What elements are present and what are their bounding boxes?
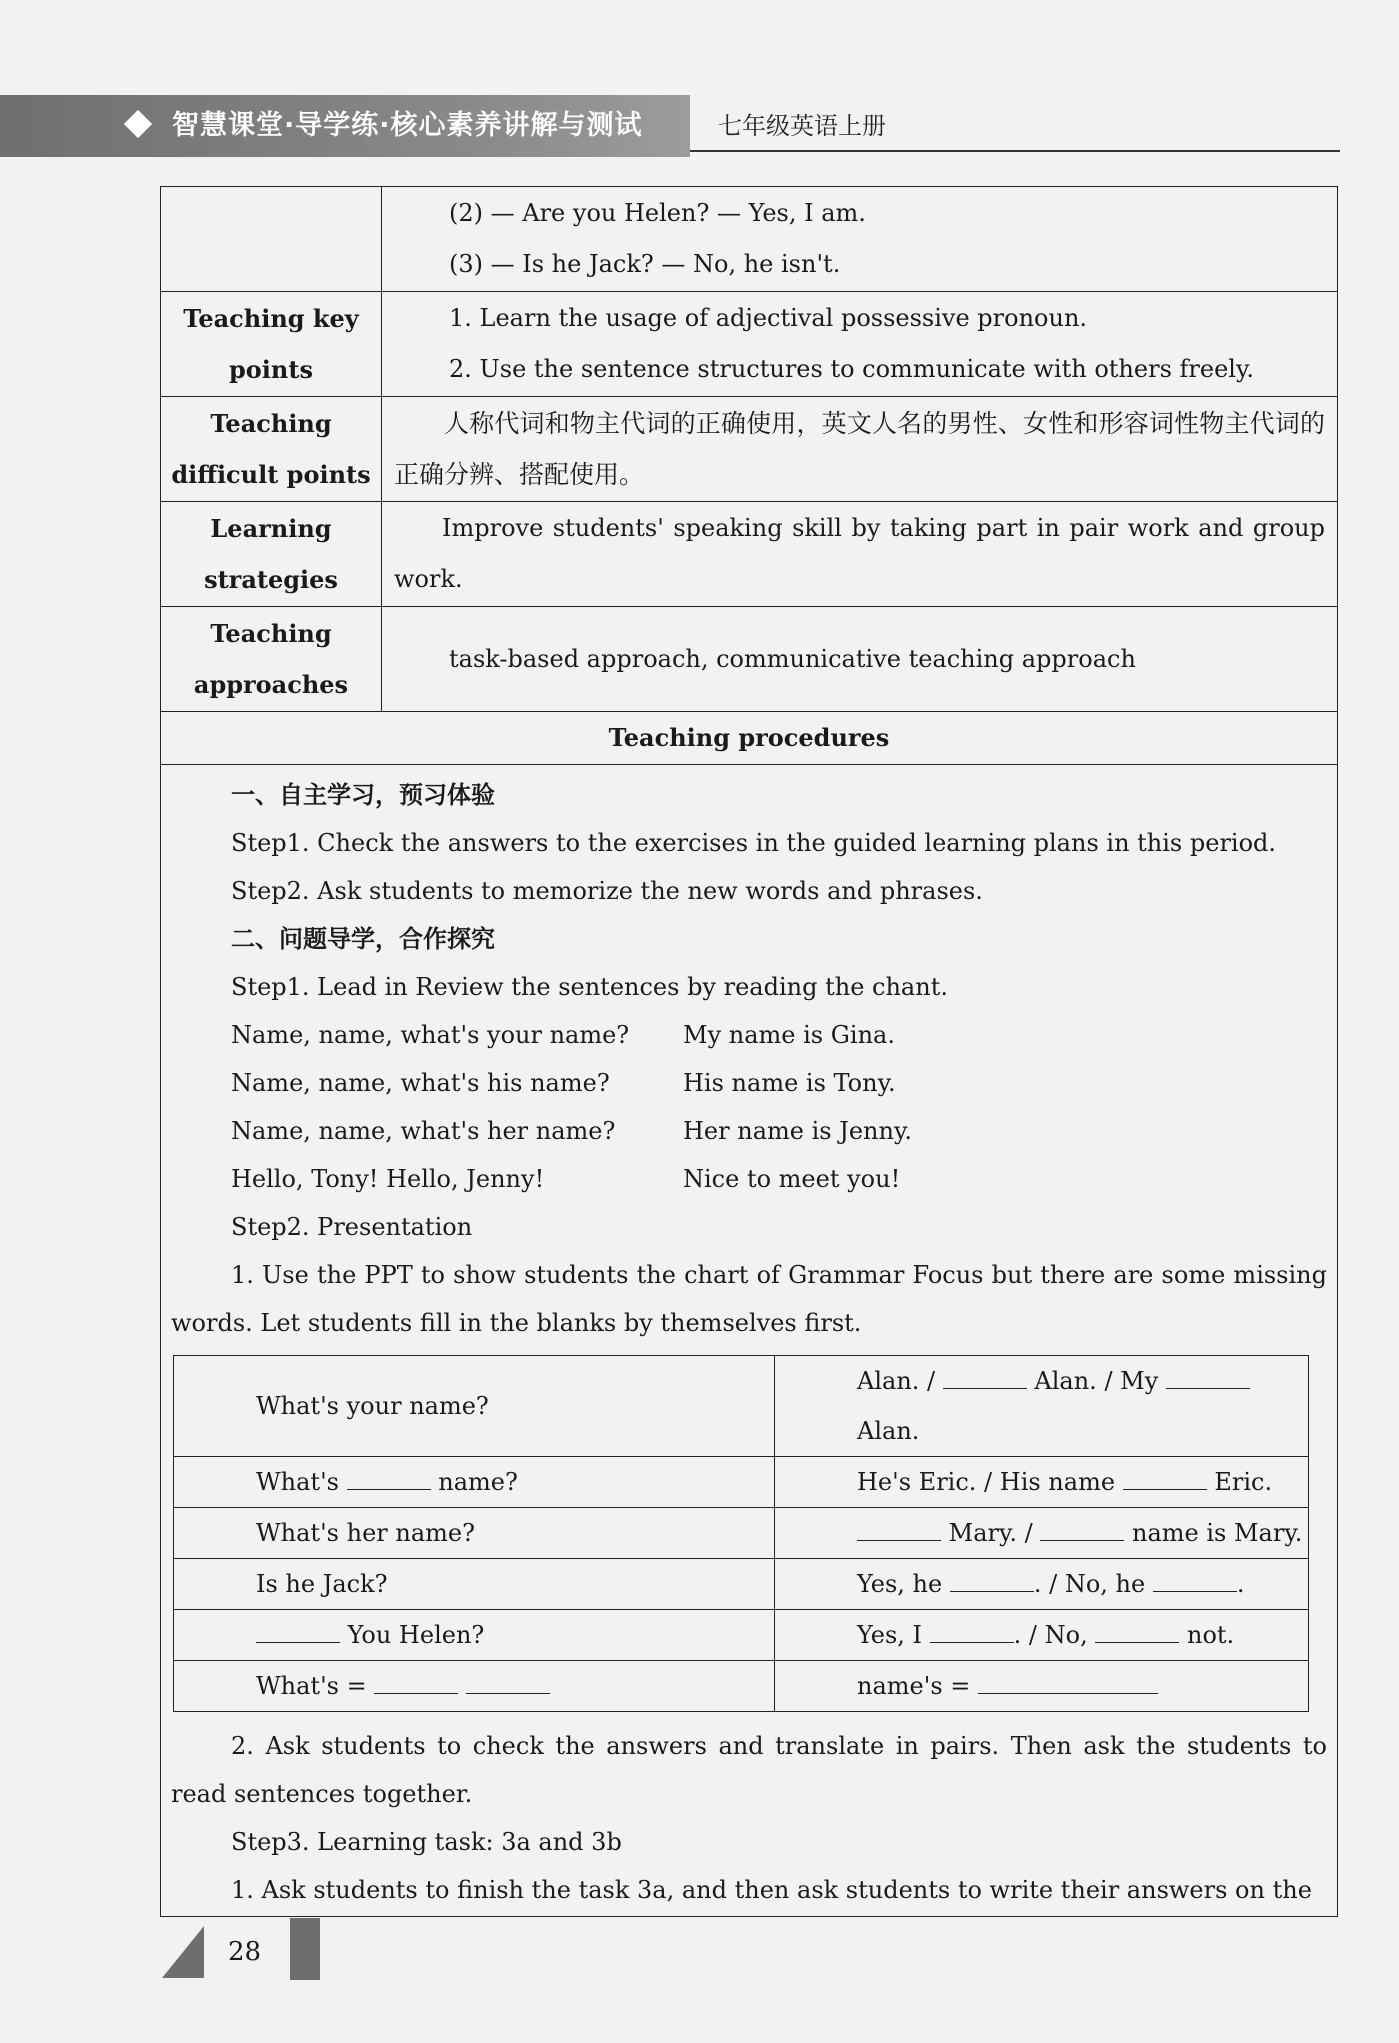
footer-bar bbox=[290, 1918, 320, 1980]
lesson-plan-table bbox=[160, 186, 1338, 1917]
blank-field[interactable] bbox=[1123, 1467, 1207, 1490]
answer-text: not. bbox=[1187, 1621, 1235, 1649]
header-rule bbox=[690, 150, 1340, 152]
grammar-answer bbox=[775, 1661, 1309, 1712]
chant-answer: Nice to meet you! bbox=[683, 1165, 901, 1193]
chant-question: Name, name, what's your name? bbox=[231, 1021, 630, 1049]
paragraph: 1. Use the PPT to show students the chart of Grammar Focus but there are some missing words. Let students fill in the blanks by themselves first. bbox=[171, 1261, 1327, 1337]
grammar-row bbox=[174, 1661, 1309, 1712]
difficult-points-row bbox=[161, 397, 1338, 502]
answer-text: Alan. / My bbox=[1034, 1367, 1159, 1395]
paragraph: 1. Ask students to finish the task 3a, and then ask students to write their answers on the bbox=[231, 1876, 1312, 1904]
answer-text: . / No, he bbox=[1033, 1570, 1146, 1598]
chant-answer: My name is Gina. bbox=[683, 1021, 895, 1049]
series-title: 智慧课堂·导学练·核心素养讲解与测试 bbox=[172, 110, 643, 141]
procedures-row bbox=[161, 765, 1338, 1917]
answer-text: Eric. bbox=[1214, 1468, 1273, 1496]
label-line: Learning bbox=[210, 514, 332, 543]
grammar-row bbox=[174, 1610, 1309, 1661]
answer-text: Yes, he bbox=[857, 1570, 943, 1598]
key-points-content bbox=[382, 292, 1338, 397]
grammar-row bbox=[174, 1508, 1309, 1559]
question-text: name? bbox=[438, 1468, 518, 1496]
label-line: Teaching bbox=[210, 619, 332, 648]
chant-line bbox=[171, 1059, 1327, 1107]
grammar-answer bbox=[775, 1610, 1309, 1661]
book-title: 七年级英语上册 bbox=[718, 112, 886, 140]
blank-field[interactable] bbox=[943, 1366, 1027, 1389]
approaches-row bbox=[161, 607, 1338, 712]
key-points-label bbox=[161, 292, 382, 397]
step-text: Step1. Check the answers to the exercises in the guided learning plans in this period. bbox=[231, 829, 1277, 857]
chant-line bbox=[171, 1155, 1327, 1203]
question-text: What's = bbox=[256, 1672, 367, 1700]
blank-field[interactable] bbox=[1166, 1366, 1250, 1389]
footer-triangle bbox=[162, 1926, 204, 1978]
question-text: What's bbox=[256, 1468, 339, 1496]
chant-question: Hello, Tony! Hello, Jenny! bbox=[231, 1165, 545, 1193]
question-text: You Helen? bbox=[347, 1621, 485, 1649]
difficult-points-label bbox=[161, 397, 382, 502]
blank-field[interactable] bbox=[930, 1620, 1014, 1643]
blank-field[interactable] bbox=[1040, 1518, 1124, 1541]
grammar-question bbox=[174, 1610, 775, 1661]
step-text: Step2. Presentation bbox=[231, 1213, 473, 1241]
answer-text: . / No, bbox=[1013, 1621, 1088, 1649]
sentences-row bbox=[161, 187, 1338, 292]
blank-field[interactable] bbox=[347, 1467, 431, 1490]
chant-answer: Her name is Jenny. bbox=[683, 1117, 912, 1145]
grammar-question: What's her name? bbox=[174, 1508, 775, 1559]
label-line: approaches bbox=[193, 670, 349, 699]
grammar-question bbox=[174, 1457, 775, 1508]
grammar-question: Is he Jack? bbox=[174, 1559, 775, 1610]
key-point-item: 1. Learn the usage of adjectival possessive pronoun. bbox=[449, 304, 1088, 332]
grammar-row bbox=[174, 1457, 1309, 1508]
blank-field[interactable] bbox=[857, 1518, 941, 1541]
chant-line bbox=[171, 1011, 1327, 1059]
grammar-answer bbox=[775, 1457, 1309, 1508]
key-point-item: 2. Use the sentence structures to communicate with others freely. bbox=[449, 355, 1254, 383]
blank-field[interactable] bbox=[1095, 1620, 1179, 1643]
page-number: 28 bbox=[228, 1937, 262, 1967]
grammar-row bbox=[174, 1559, 1309, 1610]
answer-text: name's = bbox=[857, 1672, 971, 1700]
procedures-heading: Teaching procedures bbox=[161, 712, 1338, 765]
label-line: Teaching key bbox=[183, 304, 359, 333]
step-text: Step1. Lead in Review the sentences by reading the chant. bbox=[231, 973, 948, 1001]
sentences-cell bbox=[382, 187, 1338, 292]
blank-field[interactable] bbox=[256, 1620, 340, 1643]
chant-answer: His name is Tony. bbox=[683, 1069, 896, 1097]
approaches-text: task-based approach, communicative teaching approach bbox=[382, 607, 1338, 712]
sentence-line-2: (2) — Are you Helen? — Yes, I am. bbox=[449, 199, 866, 227]
label-line: strategies bbox=[204, 565, 338, 594]
label-line: Teaching bbox=[210, 409, 332, 438]
strategies-label bbox=[161, 502, 382, 607]
strategies-text: Improve students' speaking skill by taking part in pair work and group work. bbox=[382, 502, 1338, 607]
blank-field[interactable] bbox=[1153, 1569, 1237, 1592]
grammar-question: What's your name? bbox=[174, 1356, 775, 1457]
grammar-answer bbox=[775, 1559, 1309, 1610]
approaches-label bbox=[161, 607, 382, 712]
grammar-focus-table bbox=[173, 1355, 1309, 1712]
chant-question: Name, name, what's her name? bbox=[231, 1117, 616, 1145]
blank-field[interactable] bbox=[466, 1671, 550, 1694]
answer-text: Mary. / bbox=[948, 1519, 1033, 1547]
grammar-answer bbox=[775, 1508, 1309, 1559]
answer-text: . bbox=[1236, 1570, 1245, 1598]
label-line: points bbox=[229, 355, 313, 384]
grammar-row bbox=[174, 1356, 1309, 1457]
answer-text: Yes, I bbox=[857, 1621, 923, 1649]
blank-field[interactable] bbox=[978, 1671, 1158, 1694]
section-heading: 一、自主学习，预习体验 bbox=[231, 781, 495, 809]
paragraph: 2. Ask students to check the answers and translate in pairs. Then ask the students to read sentences together. bbox=[171, 1732, 1327, 1808]
sentence-line-3: (3) — Is he Jack? — No, he isn't. bbox=[449, 250, 841, 278]
answer-text: Alan. bbox=[857, 1417, 920, 1445]
grammar-question bbox=[174, 1661, 775, 1712]
strategies-row bbox=[161, 502, 1338, 607]
chant-question: Name, name, what's his name? bbox=[231, 1069, 610, 1097]
answer-text: He's Eric. / His name bbox=[857, 1468, 1116, 1496]
blank-field[interactable] bbox=[950, 1569, 1034, 1592]
step-text: Step3. Learning task: 3a and 3b bbox=[231, 1828, 622, 1856]
answer-text: name is Mary. bbox=[1132, 1519, 1303, 1547]
key-points-row bbox=[161, 292, 1338, 397]
step-text: Step2. Ask students to memorize the new words and phrases. bbox=[231, 877, 983, 905]
label-line: difficult points bbox=[171, 460, 371, 489]
procedures-content bbox=[161, 765, 1338, 1917]
chant-line bbox=[171, 1107, 1327, 1155]
answer-text: Alan. / bbox=[857, 1367, 936, 1395]
difficult-points-text: 人称代词和物主代词的正确使用，英文人名的男性、女性和形容词性物主代词的正确分辨、搭配使用。 bbox=[382, 397, 1338, 502]
procedures-heading-row bbox=[161, 712, 1338, 765]
grammar-answer bbox=[775, 1356, 1309, 1457]
empty-label-cell bbox=[161, 187, 382, 292]
blank-field[interactable] bbox=[374, 1671, 458, 1694]
section-heading: 二、问题导学，合作探究 bbox=[231, 925, 495, 953]
